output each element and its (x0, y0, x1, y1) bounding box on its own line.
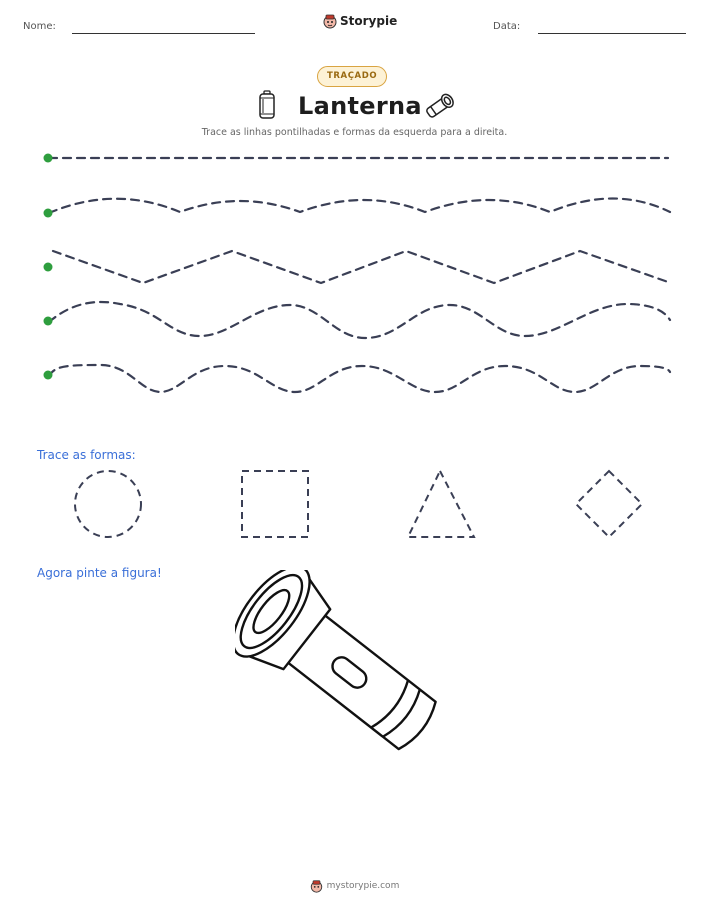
footer (0, 879, 709, 893)
start-dot (44, 154, 53, 163)
trace-triangle-shape (408, 471, 474, 537)
tracing-lines[interactable] (0, 0, 709, 420)
start-dot (44, 317, 53, 326)
worksheet-title: Lanterna (298, 92, 422, 120)
storypie-mascot-icon (310, 879, 323, 893)
tracing-line-bumpy-wave (49, 365, 670, 392)
category-badge: TRAÇADO (317, 66, 387, 87)
date-label: Data: (493, 21, 521, 32)
start-dot (44, 371, 53, 380)
name-label: Nome: (23, 21, 56, 32)
footer-site[interactable]: mystorypie.com (326, 881, 400, 891)
tracing-line-zigzag (53, 251, 668, 283)
trace-square-shape (242, 471, 308, 537)
instructions: Trace as linhas pontilhadas e formas da esquerda para a direita. (201, 127, 508, 138)
tracing-line-wave (49, 302, 670, 338)
tracing-shapes[interactable] (0, 460, 709, 550)
trace-circle-shape (75, 471, 141, 537)
start-dot (44, 209, 53, 218)
tracing-line-gentle-wave (49, 199, 670, 214)
start-dot (44, 263, 53, 272)
coloring-flashlight-figure[interactable] (235, 570, 470, 780)
shapes-section-label: Trace as formas: (37, 448, 136, 462)
trace-diamond-shape (576, 471, 642, 537)
coloring-section-label: Agora pinte a figura! (37, 566, 162, 580)
brand-name: Storypie (340, 14, 398, 28)
